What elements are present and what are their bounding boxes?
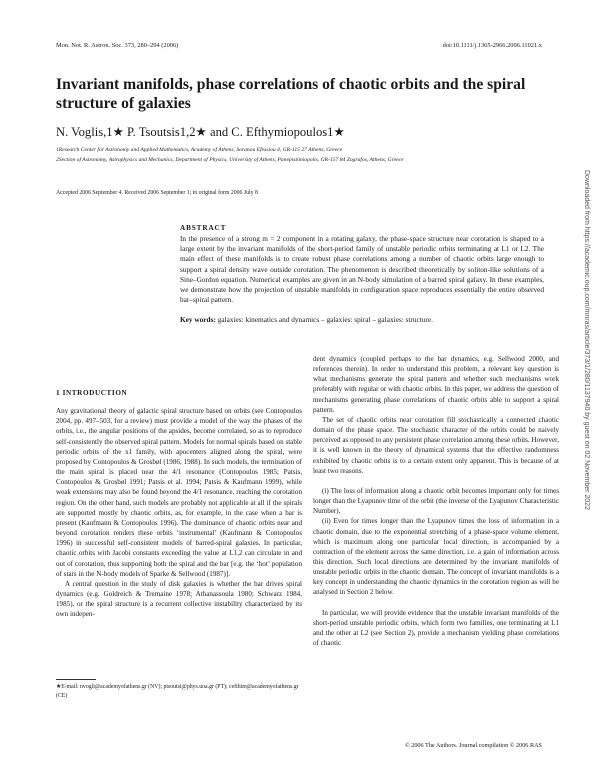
paper-title: Invariant manifolds, phase correlations of chaotic orbits and the spiral structure of galaxies bbox=[56, 76, 526, 112]
section-heading: 1 INTRODUCTION bbox=[56, 389, 128, 397]
paragraph: A central question in the study of disk galaxies is whether the bar drives spiral dynamics (e.g. Goldreich & Tremaine 1978; Athanassoula 1980; Schwarz 1984, 1985), or the spiral structure is a recurrent collective instability characterized by its own indepen- bbox=[56, 579, 302, 619]
download-watermark bbox=[583, 170, 591, 570]
keywords-text: galaxies: kinematics and dynamics – galaxies: spiral – galaxies: structure. bbox=[217, 315, 433, 325]
journal-citation: Mon. Not. R. Astron. Soc. 373, 280–294 (2006) bbox=[56, 42, 179, 49]
copyright-notice: © 2006 The Authors. Journal compilation © 2006 RAS bbox=[405, 742, 542, 749]
affiliation-2: 2Section of Astronomy, Astrophysics and Mechanics, Department of Physics, University of Athens, Panepistimiopolis, GR-157 84 Zografos, Athens, Greece bbox=[56, 157, 404, 163]
footnote-divider bbox=[56, 679, 96, 680]
abstract-text: In the presence of a strong m = 2 component in a rotating galaxy, the phase-space structure near corotation is shaped to a large extent by the invariant manifolds of the short-period family of unstable periodic orbits terminating at L1 or L2. The main effect of these manifolds is to create robust phase correlations among a number of chaotic orbits large enough to support a spiral density wave outside corotation. The phenomenon is described theoretically by soliton-like solutions of a Sine–Gordon equation. Numerical examples are given in an N-body simulation of a barred spiral galaxy. In these examples, we demonstrate how the projection of unstable manifolds in configuration space reproduces essentially the entire observed bar–spiral pattern. bbox=[180, 234, 544, 305]
affiliation-1: 1Research Center for Astronomy and Applied Mathematics, Academy of Athens, Soranou Efessiou 4, GR-115 27 Athens, Greece bbox=[56, 147, 343, 153]
paragraph: The set of chaotic orbits near corotation fill stochastically a connected chaotic domain of the phase space. The stochastic character of the orbits could be naively perceived as opposed to any persistent phase correlation among these orbits. However, it is well known in the theory of dynamical systems that the effective randomness exhibited by chaotic orbits is to a certain extent only apparent. This is because of at least two reasons. bbox=[313, 415, 559, 475]
submission-dates: Accepted 2006 September 4. Received 2006 September 1; in original form 2006 July 8 bbox=[56, 190, 258, 196]
list-item: (ii) Even for times longer than the Lyapunov times the loss of information in a chaotic domain, due to the exponential stretching of a phase-space volume element, which is maximum along one particular local direction, is accompanied by a contraction of the element across the same direction, i.e. a gain of information across this direction. Such local directions are determined by the invariant manifolds of unstable periodic orbits in the chaotic domain. The concept of invariant manifolds is a key concept in understanding the chaotic dynamics in the corotation region as will be analysed in Section 2 below. bbox=[313, 517, 559, 597]
left-column bbox=[56, 388, 302, 619]
keywords bbox=[180, 315, 544, 325]
paragraph: dent dynamics (coupled perhaps to the bar dynamics, e.g. Sellwood 2000, and references therein). In order to understand this problem, a relevant key question is what mechanisms generate the spiral pattern and whether such mechanisms work preferably with regular or with chaotic orbits. In this paper, we address the question of mechanisms generating phase correlations of chaotic orbits able to support a spiral pattern. bbox=[313, 355, 559, 414]
right-column bbox=[313, 354, 559, 648]
abstract-block bbox=[180, 224, 544, 326]
author-list: N. Voglis,1★ P. Tsoutsis1,2★ and C. Efthymiopoulos1★ bbox=[56, 125, 345, 139]
list-item: (i) The loss of information along a chaotic orbit becomes important only for times longer than the Lyapunov time of the orbit (the inverse of the Lyapunov Characteristic Number). bbox=[313, 486, 559, 516]
paragraph: In particular, we will provide evidence that the unstable invariant manifolds of the short-period unstable periodic orbits, which form two families, one terminating at L1 and the other at L2 (see Section 2), provide a mechanism yielding phase correlations of chaotic bbox=[313, 608, 559, 648]
affiliations bbox=[56, 145, 556, 165]
footnote-email: ★E-mail: nvogli@academyofathens.gr (NV); ptsoutsi@phys.uoa.gr (PT); cefthim@academyofathens.gr (CE) bbox=[56, 684, 299, 699]
download-watermark-text: Downloaded from https://academic.oup.com/mnras/article/373/1/280/1137940 by guest on 02 November 2022 bbox=[583, 170, 590, 510]
paragraph: Any gravitational theory of galactic spiral structure based on orbits (see Contopoulos 2004, pp. 497–503, for a review) must provide a model of the way the phases of the orbits, i.e., the angular positions of the apsides, become correlated, so as to reproduce self-consistently the observed spiral pattern. Models for normal spirals based on stable periodic orbits of the x1 family, with apocenters aligned along the spiral, were proposed by Contopoulos & Grosbøl (1986, 1988). In such models, the termination of the main spiral is placed near the 4/1 resonance (Contopoulos 1985; Patsis, Contopoulos & Grosbøl 1991; Patsis et al. 1994; Patsis & Kaufmann 1999), while weak extensions may also be found beyond the 4/1 resonance, reaching the corotation region. On the other hand, such models are probably not applicable at all if the spirals are supported mostly by chaotic orbits, as, for example, in the case when a bar is present (Kaufmann & Contopoulos 1996). The dominance of chaotic orbits near and beyond corotation renders these orbits ‘instrumental’ (Kaufmann & Contopoulos 1996) in successful self-consistent models of barred-spiral galaxies. In particular, chaotic orbits with Jacobi constants exceeding the value at L1,2 can circulate in and out of corotation, thus supporting both the spiral and the bar [e.g. the ‘hot’ population of stars in the N-body models of Sparke & Sellwood (1987)]. bbox=[56, 407, 302, 578]
keywords-label: Key words: bbox=[180, 315, 216, 325]
doi-link[interactable]: doi:10.1111/j.1365-2966.2006.11021.x bbox=[442, 42, 542, 49]
abstract-heading: ABSTRACT bbox=[180, 224, 227, 232]
